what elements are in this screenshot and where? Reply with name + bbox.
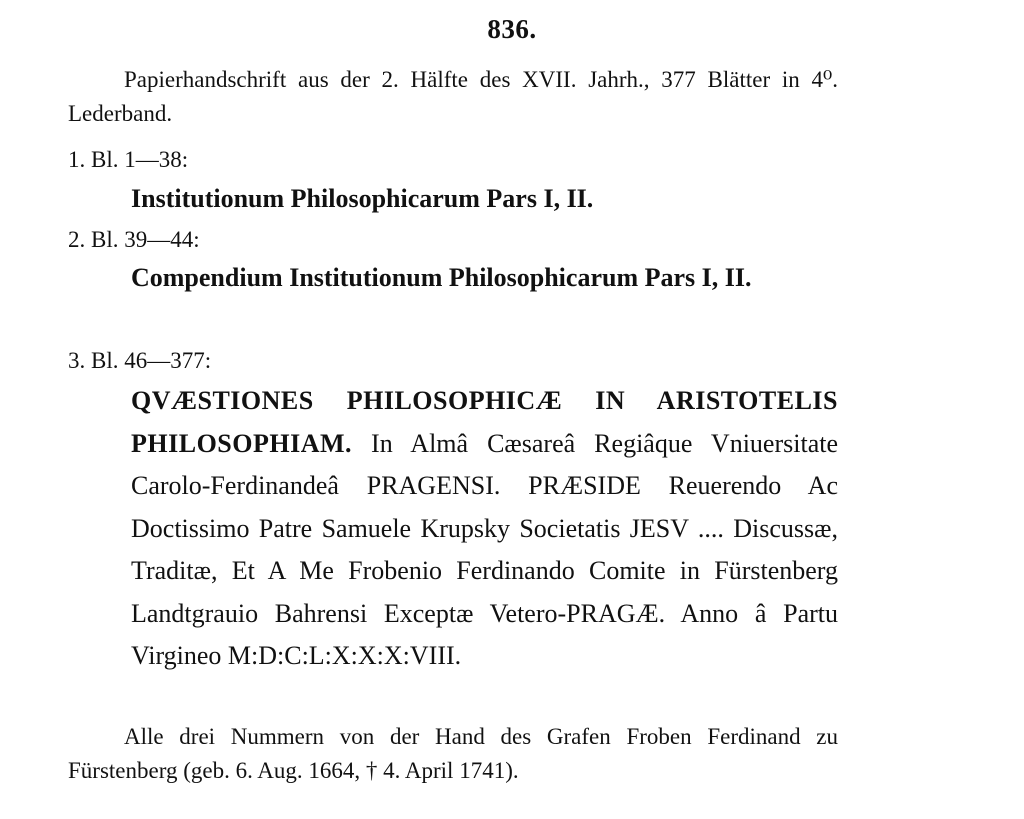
item-2-reference: 2. Bl. 39—44:: [68, 227, 200, 252]
item-3-title-rest: In Almâ Cæsareâ Regiâque Vniuersitate Carolo-Ferdinandeâ PRAGENSI. PRÆSIDE Reuerendo Ac Doctissimo Patre Samuele Krupsky Societatis JESV .... Discussæ, Traditæ, Et A Me Frobenio Ferdinando Comite in Fürstenberg Landtgrauio Bahrensi Exceptæ Vetero-PRAGÆ. Anno â Partu Virgineo M:D:C:L:X:X:X:VIII.: [131, 428, 838, 670]
item-2-title: Compendium Institutionum Philosophicarum Pars I, II.: [131, 263, 752, 292]
item-3-reference: 3. Bl. 46—377:: [68, 348, 212, 373]
item-3-title-caps: QVÆSTIONES PHILOSOPHICÆ IN ARISTOTELIS PHILOSOPHIAM.: [131, 386, 838, 458]
footnote: Alle drei Nummern von der Hand des Grafen Froben Ferdinand zu Fürstenberg (geb. 6. Aug. 1664, † 4. April 1741).: [68, 724, 838, 783]
page-number: 836.: [487, 14, 537, 44]
item-1-reference: 1. Bl. 1—38:: [68, 147, 189, 172]
item-3-title-block: [131, 380, 838, 678]
manuscript-description: Papierhandschrift aus der 2. Hälfte des XVII. Jahrh., 377 Blätter in 4⁰. Lederband.: [68, 67, 838, 126]
item-1-title: Institutionum Philosophicarum Pars I, II.: [131, 184, 594, 213]
